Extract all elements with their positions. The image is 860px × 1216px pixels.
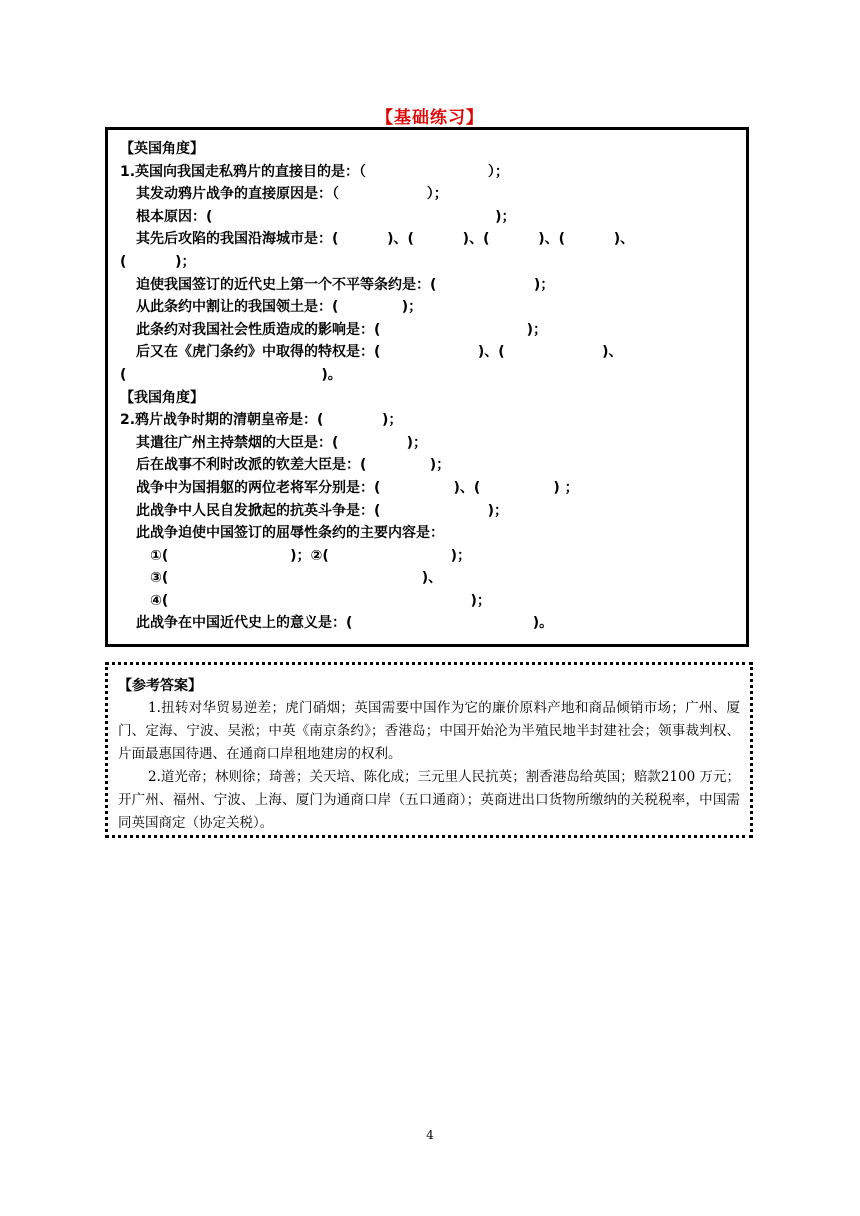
- answer-heading: 【参考答案】: [118, 678, 202, 694]
- answer-box: [105, 662, 753, 838]
- exercise-line: ( )。: [120, 366, 342, 383]
- section-title: 【基础练习】: [376, 108, 484, 128]
- exercise-line: ④( )；: [150, 592, 491, 609]
- exercise-line: 其先后攻陷的我国沿海城市是：( )、( )、( )、( )、: [136, 231, 635, 248]
- exercise-line: ③( )、: [150, 570, 443, 587]
- exercise-line: ( )；: [120, 253, 196, 270]
- answer-paragraph-1: 1.扭转对华贸易逆差；虎门硝烟；英国需要中国作为它的廉价原料产地和商品倾销市场；广州、厦门、定海、宁波、吴淞；中英《南京条约》；香港岛；中国开始沦为半殖民地半封建社会；领事裁判权、片面最惠国待遇、在通商口岸租地建房的权利。: [118, 700, 740, 762]
- exercise-line: 从此条约中割让的我国领土是：( )；: [136, 299, 423, 316]
- page-number: 4: [426, 1128, 434, 1142]
- exercise-line: 此条约对我国社会性质造成的影响是：( )；: [136, 321, 548, 338]
- exercise-line: 1.英国向我国走私鸦片的直接目的是：（ ）；: [120, 163, 509, 180]
- exercise-line: 【英国角度】: [120, 141, 204, 157]
- exercise-line: 后在战事不利时改派的钦差大臣是：( )；: [136, 457, 451, 474]
- exercise-line: 此战争在中国近代史上的意义是：( )。: [136, 615, 554, 632]
- exercise-lines: [120, 138, 740, 635]
- answer-paragraph-2: 2.道光帝；林则徐；琦善；关天培、陈化成；三元里人民抗英；割香港岛给英国；赔款2100 万元；开广州、福州、宁波、上海、厦门为通商口岸（五口通商）；英商进出口货物所缴纳的关税税率，中国需同英国商定（协定关税）。: [118, 769, 740, 831]
- exercise-line: 根本原因：( )；: [136, 208, 516, 225]
- exercise-line: 迫使我国签订的近代史上第一个不平等条约是：( )；: [136, 276, 555, 293]
- exercise-line: ①( )；②( )；: [150, 547, 472, 564]
- exercise-line: 其发动鸦片战争的直接原因是：（ ）；: [136, 186, 448, 203]
- exercise-line: 此战争中人民自发掀起的抗英斗争是：( )；: [136, 502, 509, 519]
- exercise-line: 此战争迫使中国签订的屈辱性条约的主要内容是：: [136, 525, 444, 542]
- exercise-line: 战争中为国捐躯的两位老将军分别是：( )、( ) ；: [136, 479, 579, 496]
- exercise-line: 后又在《虎门条约》中取得的特权是：( )、( )、: [136, 344, 623, 361]
- exercise-line: 其遣往广州主持禁烟的大臣是：( )；: [136, 434, 428, 451]
- exercise-box: [105, 127, 749, 647]
- exercise-line: 【我国角度】: [120, 389, 204, 406]
- exercise-line: 2.鸦片战争时期的清朝皇帝是：( )；: [120, 412, 403, 429]
